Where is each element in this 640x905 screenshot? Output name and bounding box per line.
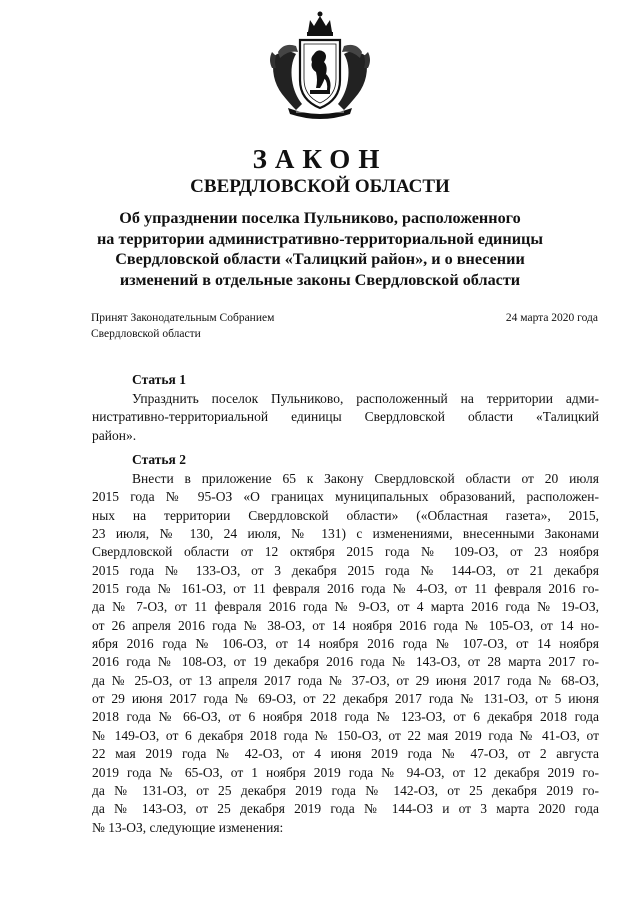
- text-line: 2015 года № 133-ОЗ, от 3 декабря 2015 года № 144-ОЗ, от 21 декабря: [92, 562, 599, 578]
- text-line: № 149-ОЗ, от 6 декабря 2018 года № 150-ОЗ, от 22 мая 2019 года № 41-ОЗ, от: [92, 727, 599, 743]
- text-line: да № 25-ОЗ, от 13 апреля 2017 года № 37-ОЗ, от 29 июня 2017 года № 68-ОЗ,: [92, 672, 599, 688]
- text-line: Упразднить поселок Пульниково, расположенный на территории адми-: [132, 391, 599, 406]
- text-line: 2018 года № 66-ОЗ, от 6 ноября 2018 года № 123-ОЗ, от 6 декабря 2018 года: [92, 709, 599, 725]
- text-line: 2016 года № 108-ОЗ, от 19 декабря 2016 года № 143-ОЗ, от 28 марта 2017 го-: [92, 654, 599, 670]
- text-line: 2015 года № 161-ОЗ, от 11 февраля 2016 года № 4-ОЗ, от 11 февраля 2016 го-: [92, 581, 599, 597]
- subject-line: Об упразднении поселка Пульниково, расположенного: [119, 209, 521, 227]
- article-2-heading: Статья 2: [132, 452, 186, 467]
- text-line: ных на территории Свердловской области» («Областная газета», 2015,: [92, 507, 599, 523]
- subject-line: Свердловской области «Талицкий район», и о внесении: [115, 250, 525, 268]
- adopted-by-line: Свердловской области: [91, 328, 201, 340]
- adopted-by: [91, 310, 351, 342]
- text-line: да № 143-ОЗ, от 25 декабря 2019 года № 144-ОЗ и от 3 марта 2020 года: [92, 801, 599, 817]
- text-line: нистративно-территориальной единицы Свердловской области «Талицкий: [92, 409, 599, 425]
- article-2-text: [92, 470, 599, 837]
- subject-line: изменений в отдельные законы Свердловской области: [119, 270, 521, 289]
- article-1-heading: Статья 1: [132, 372, 186, 387]
- text-line: от 26 апреля 2016 года № 38-ОЗ, от 14 ноября 2016 года № 105-ОЗ, от 14 но-: [92, 617, 599, 633]
- law-subject: [90, 208, 550, 290]
- text-line: 23 июля, № 130, 24 июля, № 131) с изменениями, внесенными Законами: [92, 526, 599, 542]
- text-line: 2019 года № 65-ОЗ, от 1 ноября 2019 года № 94-ОЗ, от 12 декабря 2019 го-: [92, 764, 599, 780]
- text-line: от 29 июня 2017 года № 69-ОЗ, от 22 декабря 2017 года № 131-ОЗ, от 5 июня: [92, 691, 599, 707]
- text-line: Свердловской области от 12 октября 2015 года № 109-ОЗ, от 23 ноября: [92, 544, 599, 560]
- text-line: 22 мая 2019 года № 42-ОЗ, от 4 июня 2019 года № 47-ОЗ, от 2 августа: [92, 746, 599, 762]
- article-1-text: [92, 390, 599, 445]
- text-line: 2015 года № 95-ОЗ «О границах муниципальных образований, расположен-: [92, 489, 599, 505]
- text-line: № 13-ОЗ, следующие изменения:: [92, 819, 284, 835]
- coat-of-arms-icon: [266, 8, 374, 120]
- adopted-date: 24 марта 2020 года: [505, 312, 598, 324]
- text-line: да № 7-ОЗ, от 11 февраля 2016 года № 9-ОЗ, от 4 марта 2016 года № 19-ОЗ,: [92, 599, 599, 615]
- text-line: Внести в приложение 65 к Закону Свердловской области от 20 июля: [132, 471, 599, 486]
- text-line: район».: [92, 427, 137, 443]
- text-line: да № 131-ОЗ, от 25 декабря 2019 года № 142-ОЗ, от 25 декабря 2019 го-: [92, 782, 599, 798]
- law-title: ЗАКОН: [252, 144, 388, 174]
- text-line: ября 2016 года № 106-ОЗ, от 14 ноября 2016 года № 107-ОЗ, от 14 ноября: [92, 636, 599, 652]
- subject-line: на территории административно-территориальной единицы: [96, 229, 543, 248]
- law-region: СВЕРДЛОВСКОЙ ОБЛАСТИ: [190, 176, 450, 197]
- adopted-by-line: Принят Законодательным Собранием: [91, 312, 275, 324]
